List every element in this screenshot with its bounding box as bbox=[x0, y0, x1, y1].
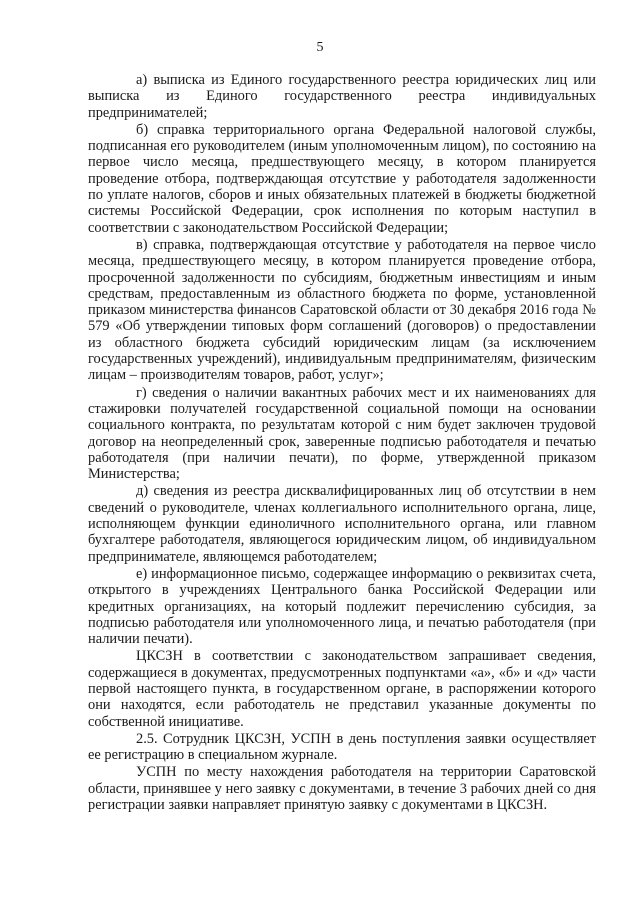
paragraph-d-disqualified-registry: д) сведения из реестра дисквалифицированных лиц об отсутствии в нем сведений о руководителе, членах коллегиального исполнительного органа, лице, исполняющем функции единоличного исполнительного органа, или главном бухгалтере работодателя, являющегося юридическим лицом, об индивидуальном предпринимателе, являющемся работодателем; bbox=[88, 483, 596, 565]
paragraph-2-5-registration: 2.5. Сотрудник ЦКСЗН, УСПН в день поступления заявки осуществляет ее регистрацию в специальном журнале. bbox=[88, 730, 596, 764]
paragraph-v-debt-certificate: в) справка, подтверждающая отсутствие у работодателя на первое число месяца, предшествующего месяцу, в котором планируется проведение отбора, просроченной задолженности по субсидиям, бюджетным инвестициям и иным средствам, предоставленным из областного бюджета по форме, установленной приказом министерства финансов Саратовской области от 30 декабря 2016 года № 579 «Об утверждении типовых форм соглашений (договоров) о предоставлении из областного бюджета субсидий юридическим лицам (за исключением государственных учреждений), индивидуальным предпринимателям, физическим лицам – производителям товаров, работ, услуг»; bbox=[88, 236, 596, 384]
paragraph-e-info-letter: е) информационное письмо, содержащее информацию о реквизитах счета, открытого в учреждениях Центрального банка Российской Федерации или кредитных организациях, на который подлежит перечислению субсидия, за подписью работодателя или уполномоченного лица, и печатью работодателя (при наличии печати). bbox=[88, 565, 596, 648]
paragraph-a-extract: а) выписка из Единого государственного реестра юридических лиц или выписка из Единого государственного реестра индивидуальных предпринимателей; bbox=[88, 72, 596, 121]
paragraph-g-vacancies: г) сведения о наличии вакантных рабочих мест и их наименованиях для стажировки получателей государственной социальной помощи на основании социального контракта, по результатам которой с ним будет заключен трудовой договор на неопределенный срок, заверенные подписью работодателя и печатью работодателя (при наличии печати), по форме, утвержденной приказом Министерства; bbox=[88, 384, 596, 483]
paragraph-uspn-forwarding: УСПН по месту нахождения работодателя на территории Саратовской области, принявшее у него заявку с документами, в течение 3 рабочих дней со дня регистрации заявки направляет принятую заявку с документами в ЦКСЗН. bbox=[88, 764, 596, 814]
paragraph-ckszn-requests: ЦКСЗН в соответствии с законодательством запрашивает сведения, содержащиеся в документах, предусмотренных подпунктами «а», «б» и «д» части первой настоящего пункта, в государственном органе, в распоряжении которого они находятся, если работодатель не представил указанные документы по собственной инициативе. bbox=[88, 648, 596, 730]
document-body bbox=[88, 72, 596, 813]
paragraph-b-tax-certificate: б) справка территориального органа Федеральной налоговой службы, подписанная его руководителем (иным уполномоченным лицом), по состоянию на первое число месяца, предшествующего месяцу, в котором планируется проведение отбора, подтверждающая отсутствие у работодателя задолженности по уплате налогов, сборов и иных обязательных платежей в бюджеты бюджетной системы Российской Федерации, срок исполнения по которым наступил в соответствии с законодательством Российской Федерации; bbox=[88, 121, 596, 236]
page-number: 5 bbox=[316, 40, 324, 55]
